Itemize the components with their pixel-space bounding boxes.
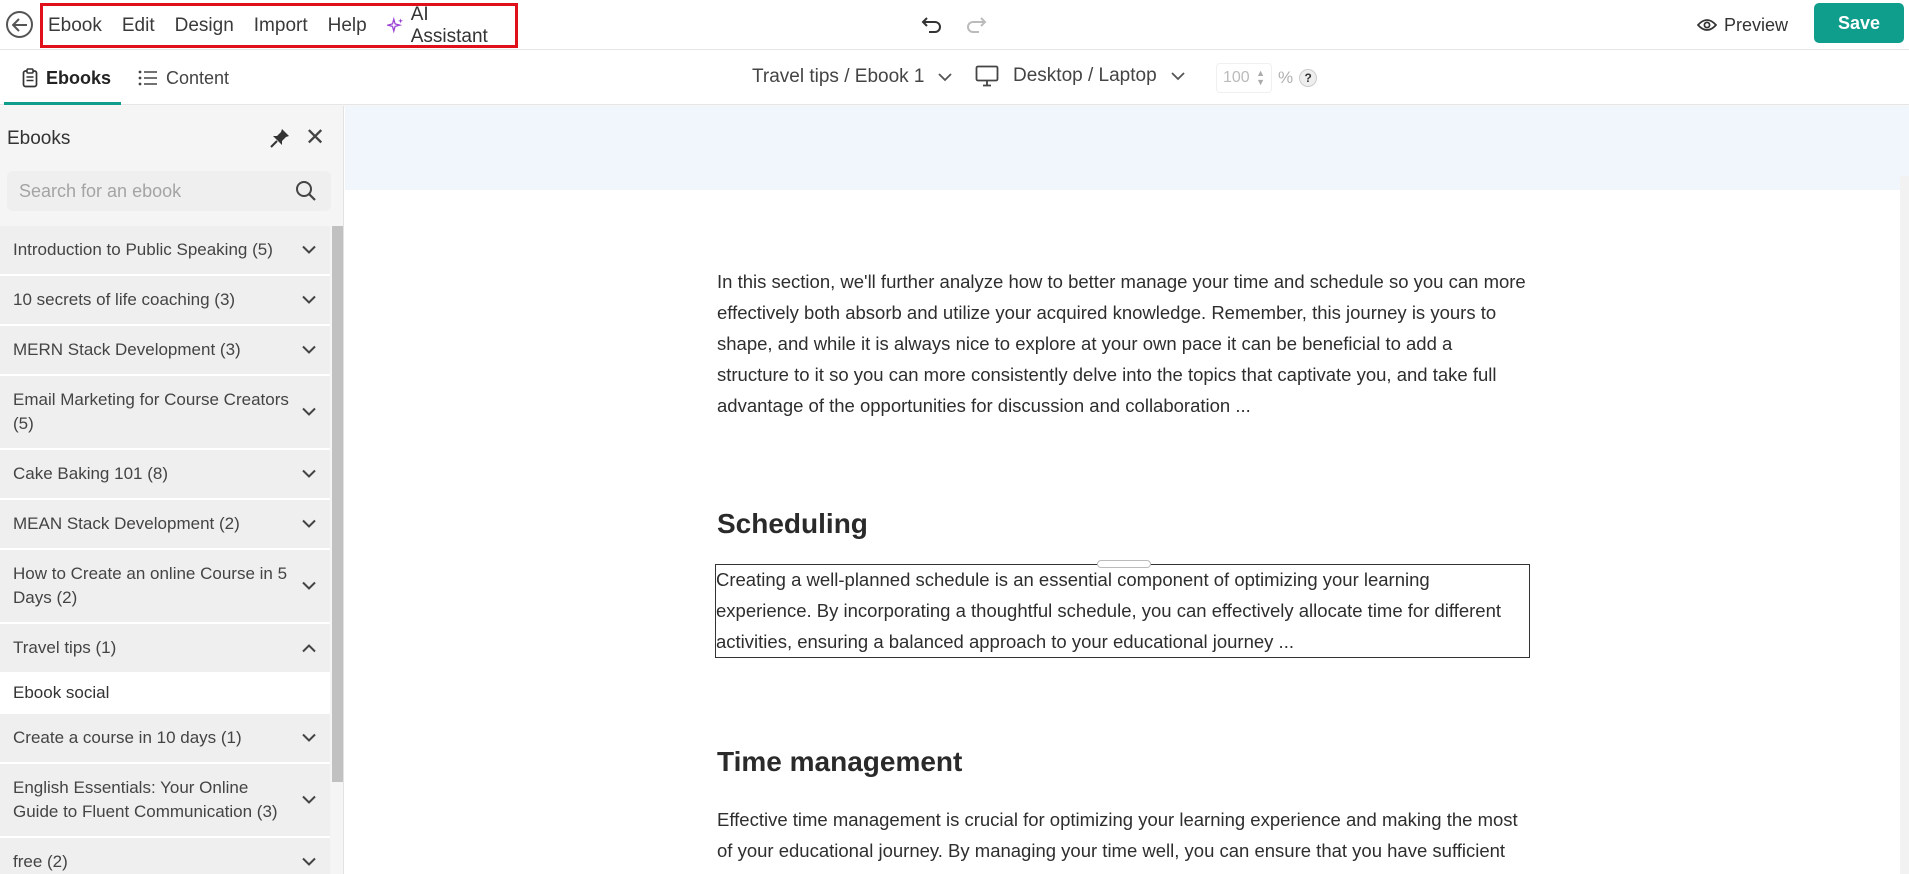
back-arrow-icon[interactable] (6, 11, 33, 38)
list-item[interactable] (0, 376, 330, 450)
list-item[interactable] (0, 764, 330, 838)
chevron-down-icon (1171, 72, 1185, 81)
chevron-down-icon (302, 734, 316, 743)
chevron-down-icon (302, 858, 316, 867)
list-item[interactable] (0, 226, 330, 276)
editor-canvas (345, 106, 1909, 874)
list-item[interactable] (0, 500, 330, 550)
chevron-down-icon (938, 73, 952, 82)
tab-content[interactable] (138, 51, 229, 105)
ebook-selector[interactable] (752, 66, 952, 88)
ebook-list (0, 226, 330, 874)
menu-help[interactable]: Help (327, 14, 367, 36)
chevron-up-icon (302, 644, 316, 653)
chevron-down-icon (302, 470, 316, 479)
stepper-arrows-icon[interactable]: ▲ ▼ (1256, 68, 1265, 87)
intro-paragraph[interactable]: In this section, we'll further analyze how to better manage your time and schedule so you can more effectively both absorb and utilize your acquired knowledge. Remember, this journey is yours to shape, and while it is always nice to explore at your own pace it can be beneficial to add a structure to it so you can more consistently delve into the topics that captivate you, and take full advantage of the opportunities for discussion and collaboration ... (717, 271, 1526, 416)
zoom-unit: % (1278, 68, 1294, 87)
chevron-down-icon (302, 246, 316, 255)
monitor-icon (975, 65, 999, 87)
top-menu-bar (0, 0, 1909, 50)
canvas-scrollbar[interactable] (1900, 176, 1909, 874)
tab-ebooks[interactable] (4, 51, 121, 105)
list-item[interactable] (0, 838, 330, 874)
list-item[interactable] (0, 714, 330, 764)
preview-label: Preview (1724, 14, 1789, 35)
list-item-label: MERN Stack Development (3) (13, 340, 241, 359)
eye-icon (1697, 18, 1717, 32)
scheduling-heading[interactable]: Scheduling (717, 508, 868, 539)
search-placeholder: Search for an ebook (19, 180, 182, 201)
list-item-label: How to Create an online Course in 5 Days (2) (13, 564, 288, 607)
zoom-value: 100 (1223, 69, 1250, 86)
ebook-selector-label: Travel tips / Ebook 1 (752, 66, 925, 87)
pin-icon[interactable] (269, 127, 291, 154)
list-item-label: free (2) (13, 852, 68, 871)
chapter-header-band (345, 106, 1909, 190)
list-item[interactable] (0, 276, 330, 326)
time-management-heading[interactable]: Time management (717, 746, 963, 777)
undo-icon[interactable] (918, 11, 946, 39)
tab-ebooks-label: Ebooks (46, 67, 112, 88)
list-item-label: Cake Baking 101 (8) (13, 464, 168, 483)
chevron-down-icon (302, 408, 316, 417)
list-item-label: Travel tips (1) (13, 638, 117, 657)
menu-ebook[interactable]: Ebook (48, 14, 102, 36)
list-icon (138, 70, 158, 86)
ai-assistant-label: AI Assistant (410, 3, 488, 47)
sub-list-item[interactable]: Ebook social (0, 674, 330, 714)
device-selector-label: Desktop / Laptop (1013, 65, 1157, 86)
list-item[interactable] (0, 450, 330, 500)
device-selector[interactable] (975, 65, 1185, 87)
chevron-down-icon (302, 520, 316, 529)
menu-design[interactable]: Design (174, 14, 234, 36)
zoom-control (1216, 63, 1317, 93)
close-icon[interactable]: ✕ (305, 124, 326, 151)
editor-toolbar (0, 51, 1909, 105)
list-item-label: Email Marketing for Course Creators (5) (13, 390, 289, 433)
search-icon[interactable] (295, 180, 317, 202)
search-input[interactable] (7, 171, 331, 211)
chevron-down-icon (302, 582, 316, 591)
redo-icon[interactable] (962, 11, 990, 39)
menu-edit[interactable]: Edit (121, 14, 155, 36)
save-button[interactable]: Save (1814, 3, 1904, 43)
history-controls (918, 11, 990, 39)
main-menu (40, 3, 518, 48)
ebooks-sidebar (0, 106, 344, 874)
preview-button[interactable] (1697, 10, 1788, 40)
list-item-label: Create a course in 10 days (1) (13, 728, 242, 747)
chevron-down-icon (302, 796, 316, 805)
list-item-label: English Essentials: Your Online Guide to Fluent Communication (3) (13, 778, 278, 821)
sidebar-title: Ebooks (7, 128, 71, 149)
time-management-paragraph[interactable]: Effective time management is crucial for optimizing your learning experience and making the most of your educational journey. By managing your time well, you can ensure that you have sufficient (717, 809, 1518, 861)
list-item-expanded[interactable] (0, 624, 330, 674)
list-item[interactable] (0, 550, 330, 624)
chevron-down-icon (302, 346, 316, 355)
sparkle-icon (387, 16, 404, 36)
tab-content-label: Content (166, 67, 230, 88)
list-item-label: Introduction to Public Speaking (5) (13, 240, 273, 259)
list-item-label: MEAN Stack Development (2) (13, 514, 240, 533)
menu-ai-assistant[interactable] (387, 4, 495, 48)
list-item[interactable] (0, 326, 330, 376)
scheduling-paragraph[interactable]: Creating a well-planned schedule is an essential component of optimizing your learning experience. By incorporating a thoughtful schedule, you can effectively allocate time for different activities, ensuring a balanced approach to your educational journey ... (716, 569, 1502, 652)
clipboard-icon (22, 68, 38, 88)
menu-import[interactable]: Import (253, 14, 308, 36)
list-item-label: 10 secrets of life coaching (3) (13, 290, 236, 309)
sidebar-scrollbar[interactable] (332, 226, 344, 782)
zoom-input[interactable] (1216, 63, 1272, 93)
chevron-down-icon (302, 296, 316, 305)
help-icon[interactable]: ? (1299, 69, 1317, 87)
